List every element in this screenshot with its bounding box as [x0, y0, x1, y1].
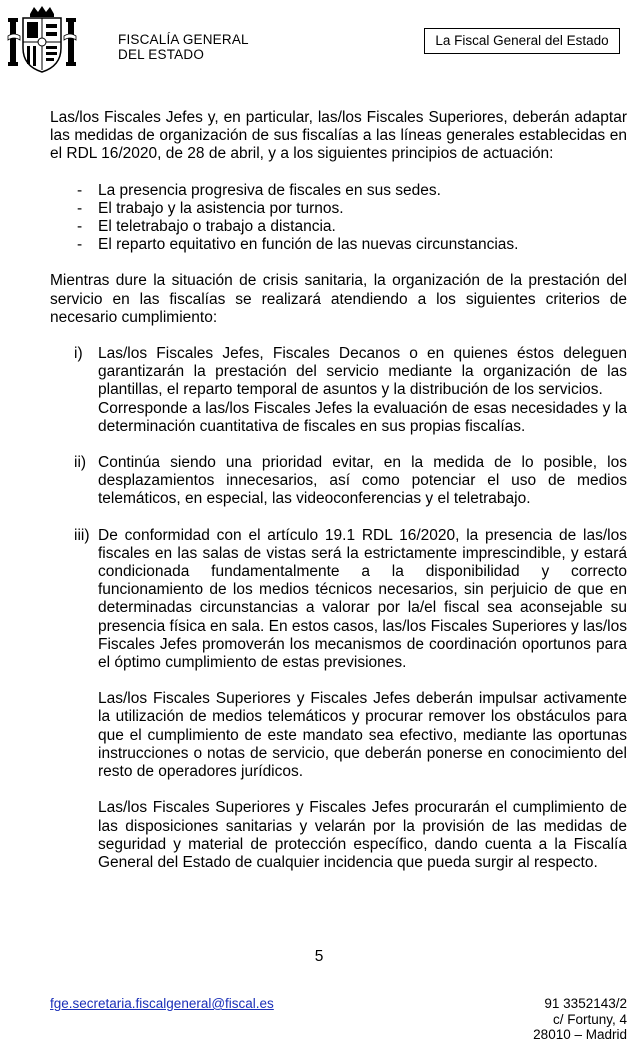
dash-marker: -	[77, 236, 83, 254]
footer-street: c/ Fortuny, 4	[552, 1011, 627, 1027]
dash-marker: -	[77, 181, 83, 199]
list-item-text: La presencia progresiva de fiscales en sus sedes.	[98, 181, 441, 199]
list-item-text: El reparto equitativo en función de las nuevas circunstancias.	[98, 236, 519, 254]
footer-contact	[533, 996, 627, 1043]
list-item	[50, 236, 627, 254]
list-item	[50, 182, 627, 200]
dash-marker: -	[77, 218, 83, 236]
dash-marker: -	[77, 199, 83, 217]
intro-paragraph: Las/los Fiscales Jefes y, en particular, las/los Fiscales Superiores, deberán adaptar las medidas de organización de sus fiscalías a las líneas generales establecidas en el RDL 16/2020, de 28 de abril, y a los siguientes principios de actuación:	[50, 109, 627, 163]
page-header	[0, 0, 638, 80]
email-link[interactable]: fge.secretaria.fiscalgeneral@fiscal.es	[50, 996, 274, 1011]
criterion-numeral: i)	[74, 345, 83, 363]
criterion-numeral: iii)	[74, 526, 90, 544]
criterion-paragraph: Las/los Fiscales Superiores y Fiscales Jefes procurarán el cumplimiento de las disposiciones sanitarias y velarán por la provisión de las medidas de seguridad y material de protección específico, dando cuenta a la Fiscalía General del Estado de cualquier incidencia que pueda surgir al respecto.	[98, 799, 627, 871]
principles-list	[50, 182, 627, 255]
document-body	[50, 109, 627, 872]
footer-phone: 91 3352143/2	[544, 996, 627, 1011]
organization-name-line-2: DEL ESTADO	[118, 47, 205, 62]
criteria-intro-paragraph: Mientras dure la situación de crisis sanitaria, la organización de la prestación del servicio en las fiscalías se realizará atendiendo a los siguientes criterios de necesario cumplimiento:	[50, 272, 627, 326]
criterion-ii	[50, 454, 627, 509]
criterion-numeral: ii)	[74, 454, 87, 472]
organization-name	[118, 32, 249, 62]
coat-of-arms-icon	[6, 4, 78, 76]
list-item	[50, 218, 627, 236]
criterion-paragraph: Las/los Fiscales Jefes, Fiscales Decanos o en quienes éstos deleguen garantizarán la prestación del servicio mediante la organización de las plantillas, el reparto temporal de asuntos y la distribución de los servicios.	[98, 345, 627, 399]
list-item-text: El trabajo y la asistencia por turnos.	[98, 199, 344, 217]
criterion-paragraph: Las/los Fiscales Superiores y Fiscales Jefes deberán impulsar activamente la utilización de medios telemáticos y procurar remover los obstáculos para que el cumplimiento de este mandato sea efectivo, mediante las oportunas instrucciones o notas de servicio, que deberán ponerse en conocimiento del resto de operadores jurídicos.	[98, 690, 627, 781]
criterion-paragraph: Corresponde a las/los Fiscales Jefes la evaluación de esas necesidades y la determinación cuantitativa de fiscales en sus propias fiscalías.	[98, 399, 627, 435]
criterion-paragraph: Continúa siendo una prioridad evitar, en la medida de lo posible, los desplazamientos innecesarios, así como potenciar el uso de medios telemáticos, en especial, las videoconferencias y el teletrabajo.	[98, 454, 627, 508]
criterion-iii	[50, 527, 627, 872]
criterion-paragraph: De conformidad con el artículo 19.1 RDL 16/2020, la presencia de las/los fiscales en las salas de vistas será la estrictamente imprescindible, y estará condicionada fundamentalmente a la disponibilidad y correcto funcionamiento de los medios técnicos necesarios, sin perjuicio de que en determinadas circunstancias a valorar por la/el fiscal sea aconsejable su presencia física en sala. En estos casos, las/los Fiscales Superiores y las/los Fiscales Jefes promoverán los mecanismos de coordinación oportunos para el óptimo cumplimiento de estas previsiones.	[98, 526, 627, 672]
list-item	[50, 200, 627, 218]
footer-city: 28010 – Madrid	[533, 1027, 627, 1043]
organization-name-line-1: FISCALÍA GENERAL	[118, 32, 249, 47]
signatory-title-box: La Fiscal General del Estado	[424, 28, 620, 54]
page-number: 5	[314, 948, 324, 965]
list-item-text: El teletrabajo o trabajo a distancia.	[98, 218, 336, 236]
criterion-i	[50, 345, 627, 436]
